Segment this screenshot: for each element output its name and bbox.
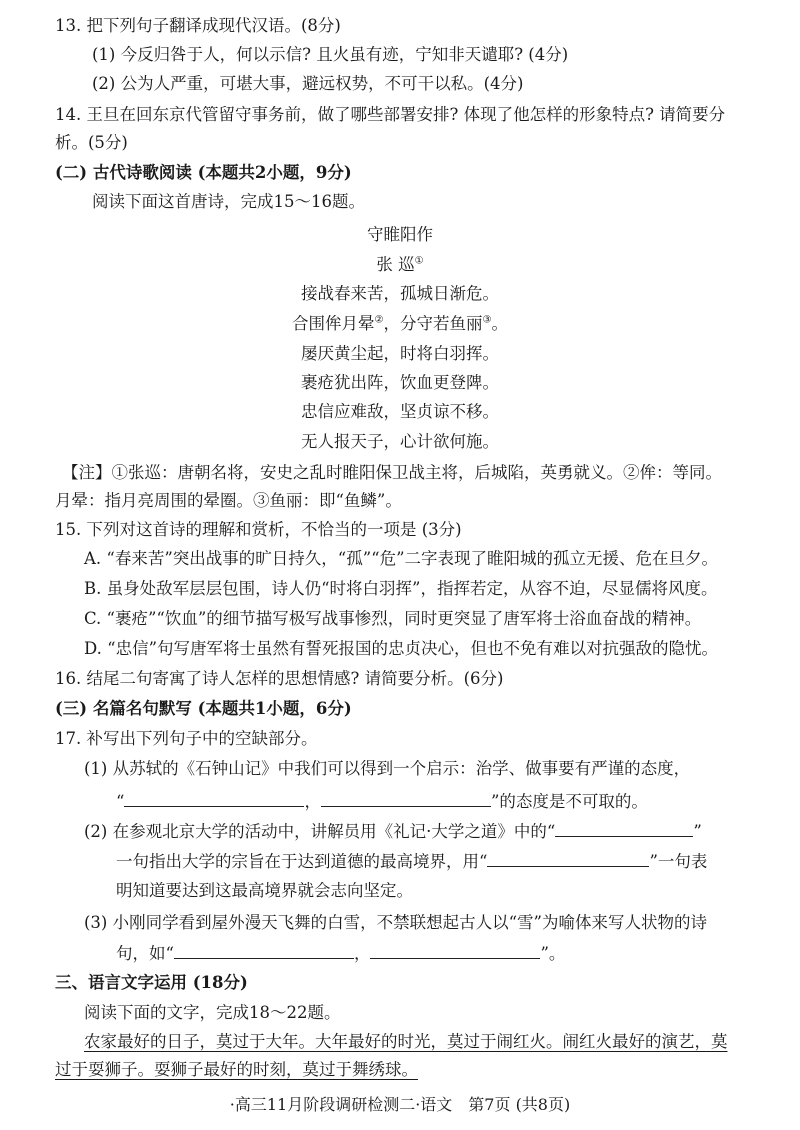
part-2-text-c: ”一句表 bbox=[649, 852, 708, 871]
section-2-header: (二) 古代诗歌阅读 (本题共2小题，9分) bbox=[55, 163, 352, 182]
q15-option-d: D. “忠信”句写唐军将士虽然有誓死报国的忠贞决心，但也不免有难以对抗强敌的隐忧。 bbox=[84, 639, 719, 658]
poem-author-line bbox=[0, 254, 800, 276]
q13-sentence-1: (1) 今反归咎于人，何以示信? 且火虽有迹，宁知非天谴耶? (4分) bbox=[92, 45, 569, 64]
section-3-header: (三) 名篇名句默写 (本题共1小题，6分) bbox=[55, 699, 352, 718]
open-quote: “ bbox=[116, 792, 125, 811]
q14-line-2: 析。(5分) bbox=[55, 133, 128, 152]
blank-1a[interactable] bbox=[124, 790, 304, 807]
part-three-header: 三、语言文字运用 (18分) bbox=[55, 973, 248, 992]
q15-stem: 15. 下列对这首诗的理解和赏析，不恰当的一项是 (3分) bbox=[55, 520, 462, 539]
poem-line-4: 裹疮犹出阵，饮血更登陴。 bbox=[301, 373, 499, 392]
section-2-intro: 阅读下面这首唐诗，完成15～16题。 bbox=[92, 192, 365, 211]
poem-title: 守睢阳作 bbox=[367, 225, 433, 244]
q17-part-3-line-2 bbox=[116, 942, 565, 965]
q13-stem: 13. 把下列句子翻译成现代汉语。(8分) bbox=[55, 16, 341, 35]
page-footer: ·高三11月阶段调研检测二·语文 第7页 (共8页) bbox=[229, 1095, 571, 1114]
q15-option-c: C. “裹疮”“饮血”的细节描写极写战事惨烈，同时更突显了唐军将士浴血奋战的精神。 bbox=[84, 609, 702, 628]
blank-3a[interactable] bbox=[174, 942, 354, 959]
q17-part-1-line-2 bbox=[116, 790, 648, 813]
q13-sentence-2: (2) 公为人严重，可堪大事，避远权势，不可干以私。(4分) bbox=[92, 74, 524, 93]
passage-line-2: 过于耍狮子。耍狮子最好的时刻，莫过于舞绣球。 bbox=[55, 1060, 418, 1079]
blank-2b[interactable] bbox=[487, 850, 649, 867]
passage-line-1: 农家最好的日子，莫过于大年。大年最好的时光，莫过于闹红火。闹红火最好的演艺，莫 bbox=[84, 1032, 728, 1051]
part-2-text-b: 一句指出大学的宗旨在于达到道德的最高境界，用“ bbox=[116, 852, 488, 871]
q14-line-1: 14. 王旦在回东京代管留守事务前，做了哪些部署安排? 体现了他怎样的形象特点? 请简要分 bbox=[55, 105, 726, 124]
poem-line-1: 接战春来苦，孤城日渐危。 bbox=[301, 284, 499, 303]
q17-part-1-line-1: (1) 从苏轼的《石钟山记》中我们可以得到一个启示：治学、做事要有严谨的态度， bbox=[84, 759, 691, 778]
q17-part-3-line-1: (3) 小刚同学看到屋外漫天飞舞的白雪，不禁联想起古人以“雪”为喻体来写人状物的诗 bbox=[84, 913, 707, 932]
poem-line-3: 屡厌黄尘起，时将白羽挥。 bbox=[301, 344, 499, 363]
poem-line-2a: 合围侔月晕 bbox=[292, 314, 375, 333]
q17-part-2-line-1 bbox=[84, 820, 702, 843]
poem-line-5: 忠信应难敌，坚贞谅不移。 bbox=[301, 402, 499, 421]
notes-line-2: 月晕：指月亮周围的晕圈。③鱼丽：即“鱼鳞”。 bbox=[55, 491, 402, 510]
blank-1b[interactable] bbox=[321, 790, 491, 807]
poem-author: 张 巡 bbox=[376, 255, 415, 274]
part-2-text-a: (2) 在参观北京大学的活动中，讲解员用《礼记·大学之道》中的“ bbox=[84, 822, 556, 841]
q15-option-a: A. “春来苦”突出战事的旷日持久，“孤”“危”二字表现了睢阳城的孤立无援、危在旦夕。 bbox=[84, 549, 719, 568]
q17-stem: 17. 补写出下列句子中的空缺部分。 bbox=[55, 729, 318, 748]
poem-line-2-end: 。 bbox=[491, 314, 508, 333]
comma: ， bbox=[304, 792, 321, 811]
part-3-text-a: 句，如“ bbox=[116, 944, 174, 963]
poem-note-2: ② bbox=[374, 314, 384, 326]
part-1-end: ”的态度是不可取的。 bbox=[490, 792, 648, 811]
blank-2a[interactable] bbox=[555, 820, 693, 837]
part-3-end: ”。 bbox=[540, 944, 566, 963]
poem-line-6: 无人报天子，心计欲何施。 bbox=[301, 432, 499, 451]
q15-option-b: B. 虽身处敌军层层包围，诗人仍“时将白羽挥”，指挥若定，从容不迫，尽显儒将风度。 bbox=[84, 579, 718, 598]
poem-author-note: ① bbox=[414, 255, 424, 267]
q17-part-2-line-3: 明知道要达到这最高境界就会志向坚定。 bbox=[116, 881, 413, 900]
poem-note-3: ③ bbox=[482, 314, 492, 326]
blank-3b[interactable] bbox=[370, 942, 540, 959]
notes-line-1: 【注】①张巡：唐朝名将，安史之乱时睢阳保卫战主将，后城陷，英勇就义。②侔：等同。 bbox=[62, 463, 722, 482]
close-quote: ” bbox=[693, 822, 702, 841]
poem-line-2b: ，分守若鱼丽 bbox=[383, 314, 483, 333]
part-three-intro: 阅读下面的文字，完成18～22题。 bbox=[84, 1003, 341, 1022]
poem-line-2 bbox=[0, 313, 800, 335]
q17-part-2-line-2 bbox=[116, 850, 707, 873]
comma-2: ， bbox=[353, 944, 371, 963]
q16-stem: 16. 结尾二句寄寓了诗人怎样的思想情感? 请简要分析。(6分) bbox=[55, 669, 504, 688]
